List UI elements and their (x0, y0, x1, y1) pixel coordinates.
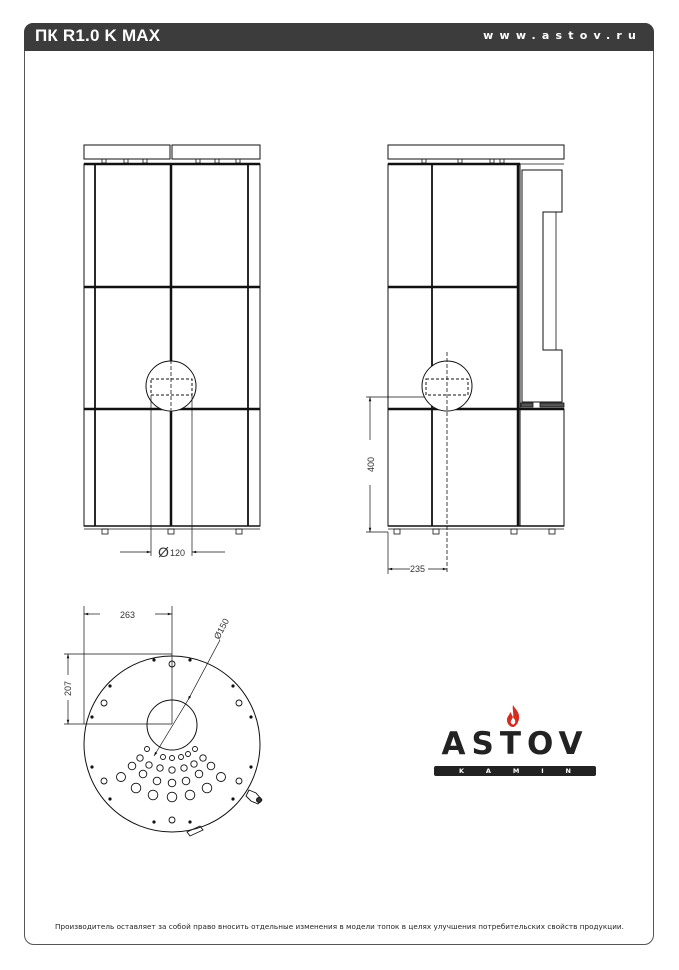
logo-sub-letter: I (541, 767, 544, 775)
top-x-offset-label: 263 (120, 610, 136, 620)
side-offset-label: 235 (410, 564, 426, 574)
logo-subtitle (434, 766, 596, 776)
model-title: ПК R1.0 K MAX (35, 26, 161, 45)
flame-icon (504, 704, 522, 728)
logo-brand-text: ASTOV (441, 726, 589, 762)
top-y-offset-label: 207 (63, 680, 73, 696)
front-view (84, 145, 260, 556)
website-link[interactable]: www.astov.ru (483, 29, 642, 42)
front-diameter-label: 120 (170, 548, 186, 558)
logo-sub-letter: K (458, 767, 464, 775)
top-view (64, 606, 262, 836)
top-diameter-label: Ø150 (211, 616, 232, 641)
astov-logo (430, 700, 600, 780)
diameter-symbol: Ø (158, 544, 169, 560)
disclaimer-text: Производитель оставляет за собой право вносить отдельные изменения в модели топок в целях улучшения потребительских свойств продукции. (55, 922, 624, 931)
logo-sub-letter: N (565, 767, 571, 775)
logo-sub-letter: M (512, 767, 520, 775)
side-height-label: 400 (366, 456, 376, 472)
logo-sub-letter: A (485, 767, 491, 775)
side-view (366, 145, 564, 574)
